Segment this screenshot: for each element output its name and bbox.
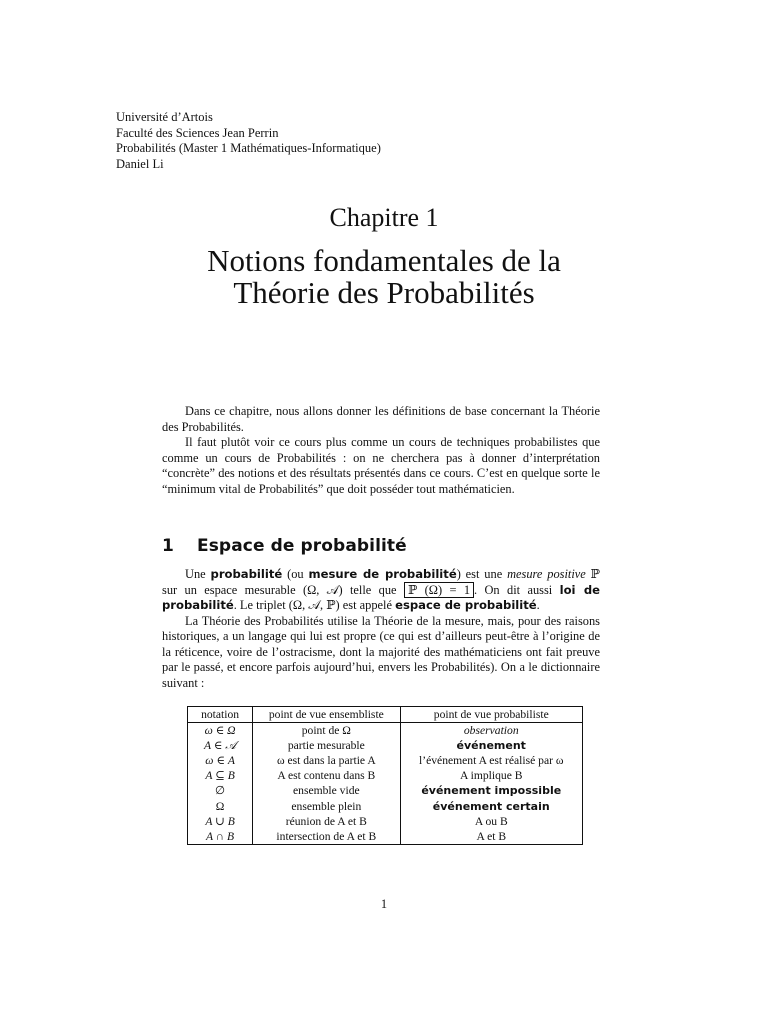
cell-probabiliste: observation	[400, 723, 582, 739]
text-run: (ou	[282, 567, 309, 581]
header-university: Université d’Artois	[116, 110, 213, 124]
term-mesure-de-probabilite: mesure de probabilité	[308, 567, 457, 581]
term-loi-de-probabilite: loi de probabilité	[162, 582, 600, 612]
term-espace-de-probabilite: espace de probabilité	[395, 598, 537, 612]
header-probabiliste: point de vue probabiliste	[400, 707, 582, 723]
cell-ensembliste: A est contenu dans B	[253, 768, 400, 783]
cell-ensembliste: partie mesurable	[253, 738, 400, 753]
intro-text	[162, 404, 600, 497]
table-row	[188, 768, 583, 783]
cell-probabiliste: l’événement A est réalisé par ω	[400, 753, 582, 768]
cell-notation: Ω	[188, 799, 253, 814]
chapter-title-line1: Notions fondamentales de la	[207, 243, 561, 278]
cell-ensembliste: ensemble plein	[253, 799, 400, 814]
table-row	[188, 738, 583, 753]
header-author: Daniel Li	[116, 156, 164, 171]
table-row	[188, 814, 583, 829]
chapter-label: Chapitre 1	[329, 203, 439, 232]
section-title: Espace de probabilité	[197, 536, 407, 556]
cell-notation: A ⊆ B	[188, 768, 253, 783]
cell-notation: ∅	[188, 783, 253, 798]
cell-probabiliste: événement	[400, 738, 582, 753]
text-run: . Le triplet (Ω, 𝒜, ℙ) est appelé	[233, 598, 396, 612]
page-number: 1	[380, 897, 388, 911]
header-ensembliste: point de vue ensembliste	[253, 707, 400, 723]
cell-probabiliste: A implique B	[400, 768, 582, 783]
document-header	[116, 110, 381, 172]
text-run: .	[536, 598, 540, 612]
intro-paragraph-1: Dans ce chapitre, nous allons donner les définitions de base concernant la Théorie des Probabilités.	[162, 404, 600, 434]
header-course: Probabilités (Master 1 Mathématiques-Informatique)	[116, 141, 381, 156]
cell-notation: ω ∈ Ω	[188, 723, 253, 739]
boxed-formula: ℙ (Ω) = 1	[404, 582, 474, 598]
table-row	[188, 723, 583, 739]
chapter-title-line2: Théorie des Probabilités	[233, 275, 535, 310]
term-mesure-positive: mesure positive	[507, 567, 586, 581]
cell-notation: A ∪ B	[188, 814, 253, 829]
section-body	[162, 567, 600, 691]
text-run: Une	[185, 567, 211, 581]
chapter-title	[0, 245, 768, 309]
table-row	[188, 783, 583, 798]
table-row	[188, 753, 583, 768]
table-header-row	[188, 707, 583, 723]
cell-ensembliste: réunion de A et B	[253, 814, 400, 829]
section-number: 1	[162, 536, 174, 556]
cell-ensembliste: intersection de A et B	[253, 829, 400, 845]
term-probabilite: probabilité	[210, 567, 283, 581]
cell-probabiliste: A ou B	[400, 814, 582, 829]
cell-ensembliste: point de Ω	[253, 723, 400, 739]
section-heading	[162, 536, 407, 556]
table-row	[188, 799, 583, 814]
header-notation: notation	[188, 707, 253, 723]
definition-paragraph	[162, 567, 600, 614]
cell-notation: ω ∈ A	[188, 753, 253, 768]
cell-ensembliste: ω est dans la partie A	[253, 753, 400, 768]
cell-ensembliste: ensemble vide	[253, 783, 400, 798]
cell-probabiliste: événement certain	[400, 799, 582, 814]
header-faculty: Faculté des Sciences Jean Perrin	[116, 125, 279, 140]
table-row	[188, 829, 583, 845]
text-run: ) est une	[456, 567, 508, 581]
cell-probabiliste: A et B	[400, 829, 582, 845]
cell-probabiliste: événement impossible	[400, 783, 582, 798]
dictionary-table	[187, 706, 583, 845]
cell-notation: A ∩ B	[188, 829, 253, 845]
text-run: ℙ sur un espace mesurable (Ω, 𝒜) telle que	[162, 567, 600, 597]
theory-paragraph: La Théorie des Probabilités utilise la Théorie de la mesure, mais, pour des raisons historiques, a un langage qui lui est propre (ce qui est d’ailleurs peut-être à l’origine de la réticence, voire de l’ostracisme, dont la majorité des mathématiciens ont fait preuve par le passé, et encore parfois aujourd’hui, envers les Probabilités). On a le dictionnaire suivant :	[162, 613, 600, 690]
intro-paragraph-2: Il faut plutôt voir ce cours plus comme un cours de techniques probabilistes que comme un cours de Probabilités : on ne cherchera pas à donner d’interprétation “concrète” des notions et des résultats présentés dans ce cours. C’est en quelque sorte le “minimum vital de Probabilités” que doit posséder tout mathématicien.	[162, 435, 600, 496]
text-run: . On dit aussi	[474, 582, 560, 597]
cell-notation: A ∈ 𝒜	[188, 738, 253, 753]
